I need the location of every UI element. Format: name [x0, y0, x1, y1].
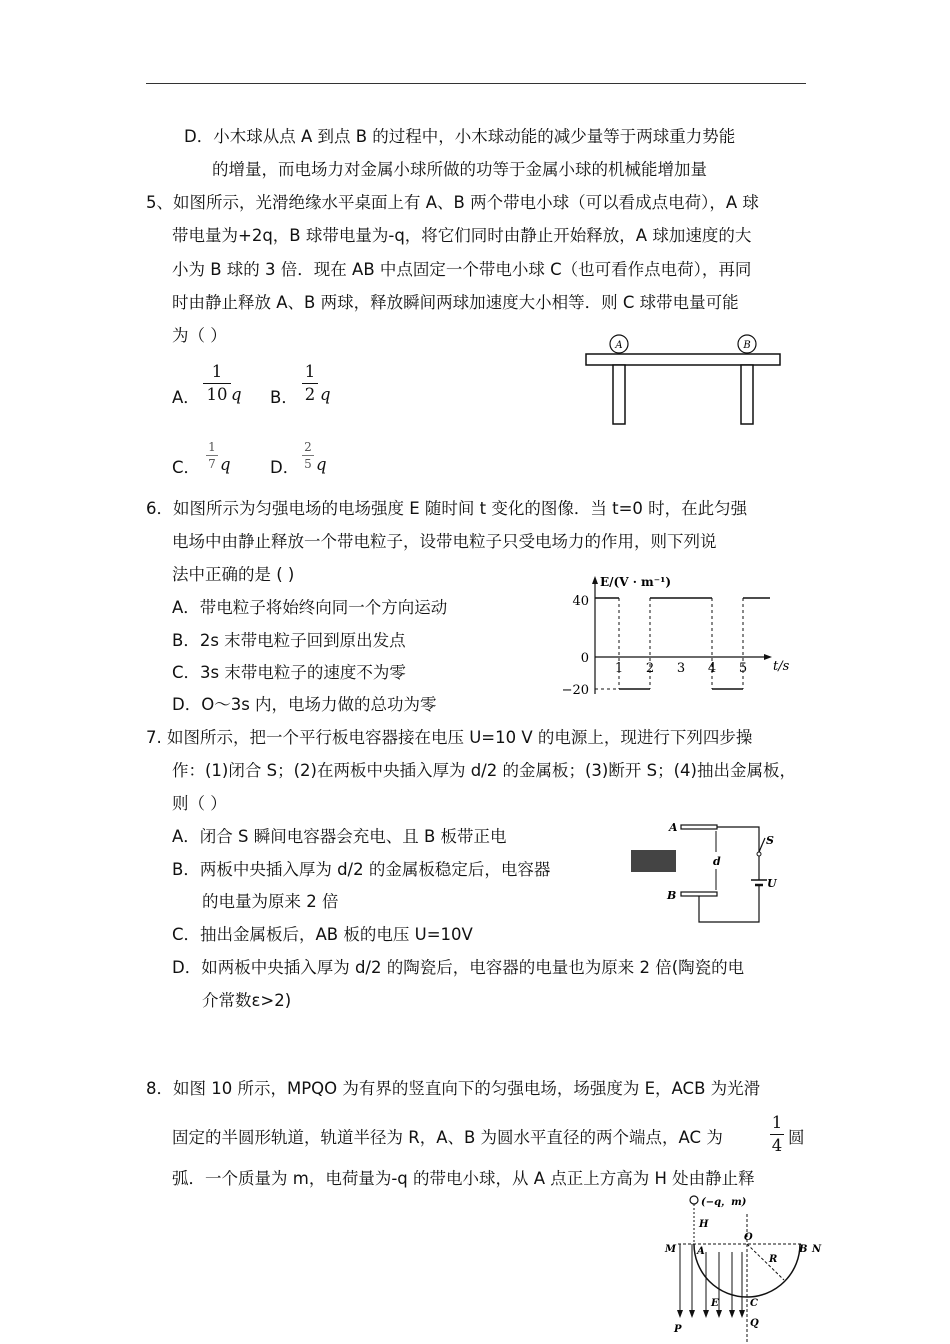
q5-line1: 5、如图所示，光滑绝缘水平桌面上有 A、B 两个带电小球（可以看成点电荷），A 球 [146, 193, 759, 212]
q7-line2: 作：(1)闭合 S；(2)在两板中央插入厚为 d/2 的金属板；(3)断开 S；(4)抽出金属板， [172, 761, 796, 780]
q6-option-b: B．2s 末带电粒子回到原出发点 [172, 631, 406, 650]
field-arrow-3-icon [703, 1310, 709, 1318]
x-tick-5: 5 [738, 661, 748, 676]
q4-option-d-line2: 的增量，而电场力对金属小球所做的功等于金属小球的机械能增加量 [212, 160, 707, 179]
fraction-bar [302, 383, 318, 384]
radius-label: R [769, 1254, 778, 1265]
q6-line3: 法中正确的是 ( ) [172, 565, 295, 584]
point-c-label: C [750, 1298, 758, 1309]
header-rule [146, 83, 806, 84]
q6-line2: 电场中由静止释放一个带电粒子，设带电粒子只受电场力的作用，则下列说 [172, 532, 717, 551]
q7-line1: 7. 如图所示，把一个平行板电容器接在电压 U=10 V 的电源上，现进行下列四步操 [146, 728, 753, 747]
plate-b [681, 892, 717, 896]
fraction-numerator: 1 [208, 440, 216, 454]
fraction-bar [206, 455, 218, 456]
q8-line2-end: 圆 [788, 1128, 805, 1147]
switch-label: S [766, 834, 774, 847]
field-arrow-5-icon [729, 1310, 735, 1318]
wire-bottom [699, 885, 759, 922]
point-o-label: O [744, 1232, 753, 1243]
q7-option-a: A．闭合 S 瞬间电容器会充电、且 B 板带正电 [172, 827, 507, 846]
q4-option-d [184, 126, 735, 148]
point-n-label: N [812, 1244, 822, 1255]
q8-quarter-fraction [770, 1113, 784, 1156]
x-tick-2: 2 [645, 661, 655, 676]
x-axis-arrow-icon [764, 654, 772, 660]
x-tick-4: 4 [707, 661, 717, 676]
q5-option-b-q: q [320, 385, 331, 404]
fraction-numerator: 1 [211, 362, 223, 381]
table-leg-left [613, 365, 625, 424]
q7-option-d-line1: D．如两板中央插入厚为 d/2 的陶瓷后，电容器的电量也为原来 2 倍(陶瓷的电 [172, 958, 745, 977]
field-arrow-4-icon [716, 1310, 722, 1318]
q5-line2: 带电量为+2q，B 球带电量为-q，将它们同时由静止开始释放，A 球加速度的大 [172, 226, 752, 245]
q7-line3: 则（ ） [172, 794, 227, 813]
plate-a [681, 825, 717, 829]
q5-line3: 小为 B 球的 3 倍．现在 AB 中点固定一个带电小球 C（也可看作点电荷），再同 [172, 260, 752, 279]
q6-option-a: A．带电粒子将始终向同一个方向运动 [172, 598, 448, 617]
fraction-denominator: 5 [304, 457, 312, 471]
metal-slab [631, 850, 676, 872]
fraction-numerator: 1 [771, 1113, 783, 1132]
fraction-numerator: 2 [304, 440, 312, 454]
q5-option-a-label: A． [172, 388, 200, 407]
x-axis-label: t/s [773, 659, 790, 674]
fraction-numerator: 1 [304, 362, 316, 381]
q5-option-a-q: q [231, 385, 242, 404]
fraction-bar [302, 455, 314, 456]
ball-b-label: B [743, 340, 751, 351]
q8-line2 [172, 1127, 723, 1149]
y-tick-40: 40 [572, 594, 589, 609]
point-p-label: P [674, 1324, 682, 1335]
q4-option-d-label: D． [184, 127, 214, 146]
q5-option-b-fraction [302, 362, 318, 405]
x-tick-3: 3 [676, 661, 686, 676]
q8-line3: 弧．一个质量为 m，电荷量为-q 的带电小球，从 A 点正上方高为 H 处由静止释 [172, 1169, 755, 1188]
fraction-bar [770, 1134, 784, 1135]
fraction-bar [203, 383, 231, 384]
radius-line [747, 1244, 784, 1280]
field-arrow-6-icon [739, 1310, 745, 1318]
q6-option-c: C．3s 末带电粒子的速度不为零 [172, 663, 406, 682]
x-tick-1: 1 [614, 661, 624, 676]
battery-label: U [767, 877, 777, 890]
plate-a-label: A [669, 822, 678, 834]
field-arrow-2-icon [689, 1310, 695, 1318]
plate-b-label: B [667, 889, 677, 902]
distance-label: d [713, 855, 721, 868]
q5-option-c-label: C． [172, 458, 201, 477]
height-label: H [699, 1219, 709, 1230]
fraction-denominator: 4 [771, 1136, 783, 1155]
q5-option-b-label: B． [270, 388, 298, 407]
y-tick-neg20: −20 [561, 683, 589, 698]
switch-s [759, 838, 765, 852]
charge-label: (−q，m) [701, 1197, 747, 1208]
q5-table-figure [580, 330, 785, 430]
q4-option-d-line1: 小木球从点 A 到点 B 的过程中，小木球动能的减少量等于两球重力势能 [213, 127, 736, 146]
q8-line2-text: 固定的半圆形轨道，轨道半径为 R，A、B 为圆水平直径的两个端点，AC 为 [172, 1128, 723, 1147]
q5-option-d-q: q [316, 455, 327, 474]
table-top [586, 354, 780, 365]
switch-contact-icon [757, 852, 761, 856]
field-arrow-1-icon [677, 1310, 683, 1318]
q6-field-graph [560, 572, 790, 700]
q5-option-c-fraction [206, 440, 218, 471]
q5-line5: 为（ ） [172, 326, 227, 345]
y-axis-arrow-icon [592, 576, 598, 584]
table-leg-right [741, 365, 753, 424]
q7-option-d-line2: 介常数ε>2) [202, 991, 292, 1010]
y-tick-0: 0 [580, 651, 589, 666]
fraction-denominator: 7 [208, 457, 216, 471]
charged-ball-icon [690, 1196, 698, 1204]
q5-option-d-label: D． [270, 458, 300, 477]
ball-a-label: A [615, 340, 623, 351]
q8-track-figure [662, 1192, 830, 1342]
field-e-label: E [711, 1298, 719, 1309]
q5-option-d-fraction [302, 440, 314, 471]
y-axis-label: E/(V · m⁻¹) [600, 575, 672, 589]
fraction-denominator: 10 [206, 385, 228, 404]
point-a-label: A [697, 1246, 705, 1257]
q6-line1: 6．如图所示为匀强电场的电场强度 E 随时间 t 变化的图像．当 t=0 时，在此匀强 [146, 499, 748, 518]
q7-option-c: C．抽出金属板后，AB 板的电压 U=10V [172, 925, 473, 944]
wire-top [717, 827, 759, 852]
fraction-denominator: 2 [304, 385, 316, 404]
q7-option-b-line1: B．两板中央插入厚为 d/2 的金属板稳定后，电容器 [172, 860, 551, 879]
point-b-label: B [799, 1244, 808, 1255]
q5-line4: 时由静止释放 A、B 两球，释放瞬间两球加速度大小相等．则 C 球带电量可能 [172, 293, 739, 312]
q7-capacitor-circuit [625, 822, 800, 934]
point-m-label: M [665, 1244, 677, 1255]
q5-option-a-fraction [203, 362, 231, 405]
q7-option-b-line2: 的电量为原来 2 倍 [202, 892, 339, 911]
q6-option-d: D．O～3s 内，电场力做的总功为零 [172, 695, 437, 714]
q8-line1: 8．如图 10 所示，MPQO 为有界的竖直向下的匀强电场，场强度为 E，ACB 为光滑 [146, 1079, 761, 1098]
point-q-label: Q [750, 1318, 759, 1329]
q5-option-c-q: q [220, 455, 231, 474]
